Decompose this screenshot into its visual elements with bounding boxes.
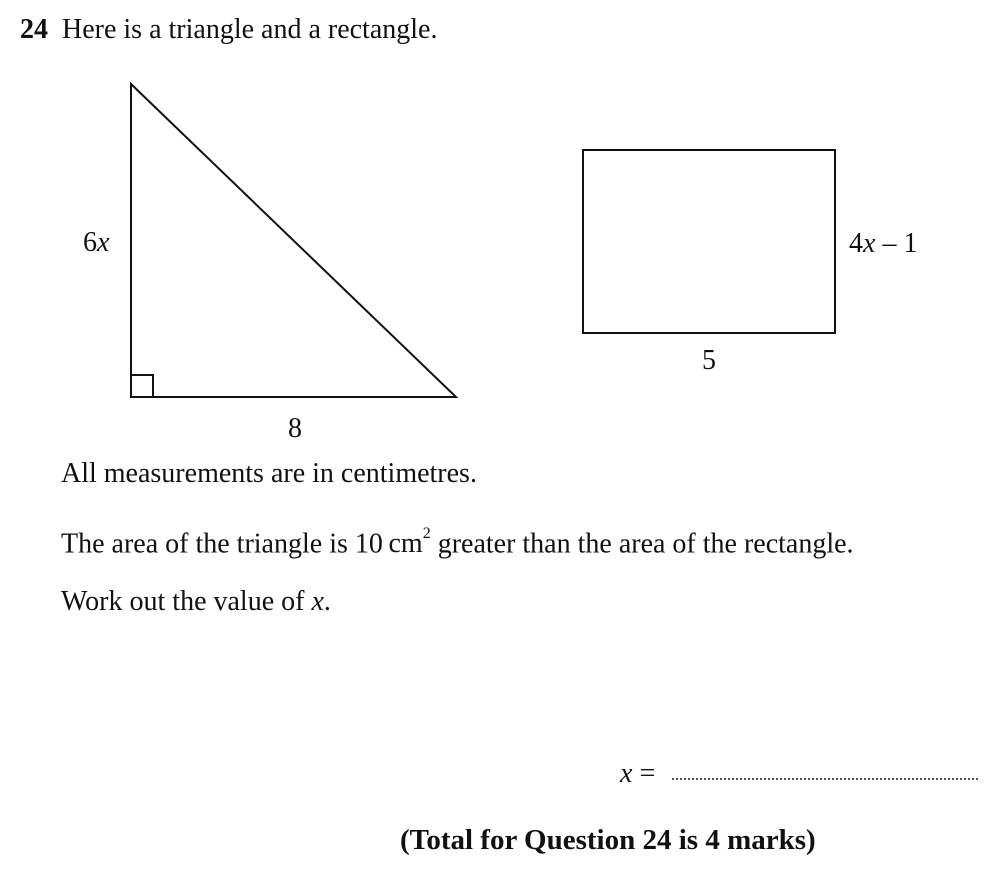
measurements-statement: All measurements are in centimetres. <box>61 458 477 489</box>
answer-equals: = <box>632 758 656 789</box>
question-intro: Here is a triangle and a rectangle. <box>62 14 438 45</box>
right-angle-marker <box>131 375 153 397</box>
triangle-shape <box>131 84 456 397</box>
instruction-variable: x <box>311 586 324 617</box>
area-unit-power: 2 <box>422 525 431 542</box>
triangle-base-label: 8 <box>288 413 302 444</box>
answer-variable: x <box>620 758 633 789</box>
rectangle-base-label: 5 <box>702 345 716 376</box>
area-statement <box>61 520 854 562</box>
question-number: 24 <box>20 14 48 45</box>
area-text-before: The area of the triangle is 10 <box>61 528 389 560</box>
area-text-after: greater than the area of the rectangle. <box>430 528 854 560</box>
instruction-text: Work out the value of x. <box>61 586 331 617</box>
rectangle-shape <box>583 150 835 333</box>
answer-dotted-line[interactable] <box>672 778 978 780</box>
rectangle-side-label: 4x – 1 <box>849 228 918 259</box>
triangle-height-label: 6x <box>83 227 110 258</box>
answer-label <box>620 756 655 792</box>
area-unit: $cm^2$ <box>388 525 431 560</box>
total-marks: (Total for Question 24 is 4 marks) <box>400 824 816 856</box>
